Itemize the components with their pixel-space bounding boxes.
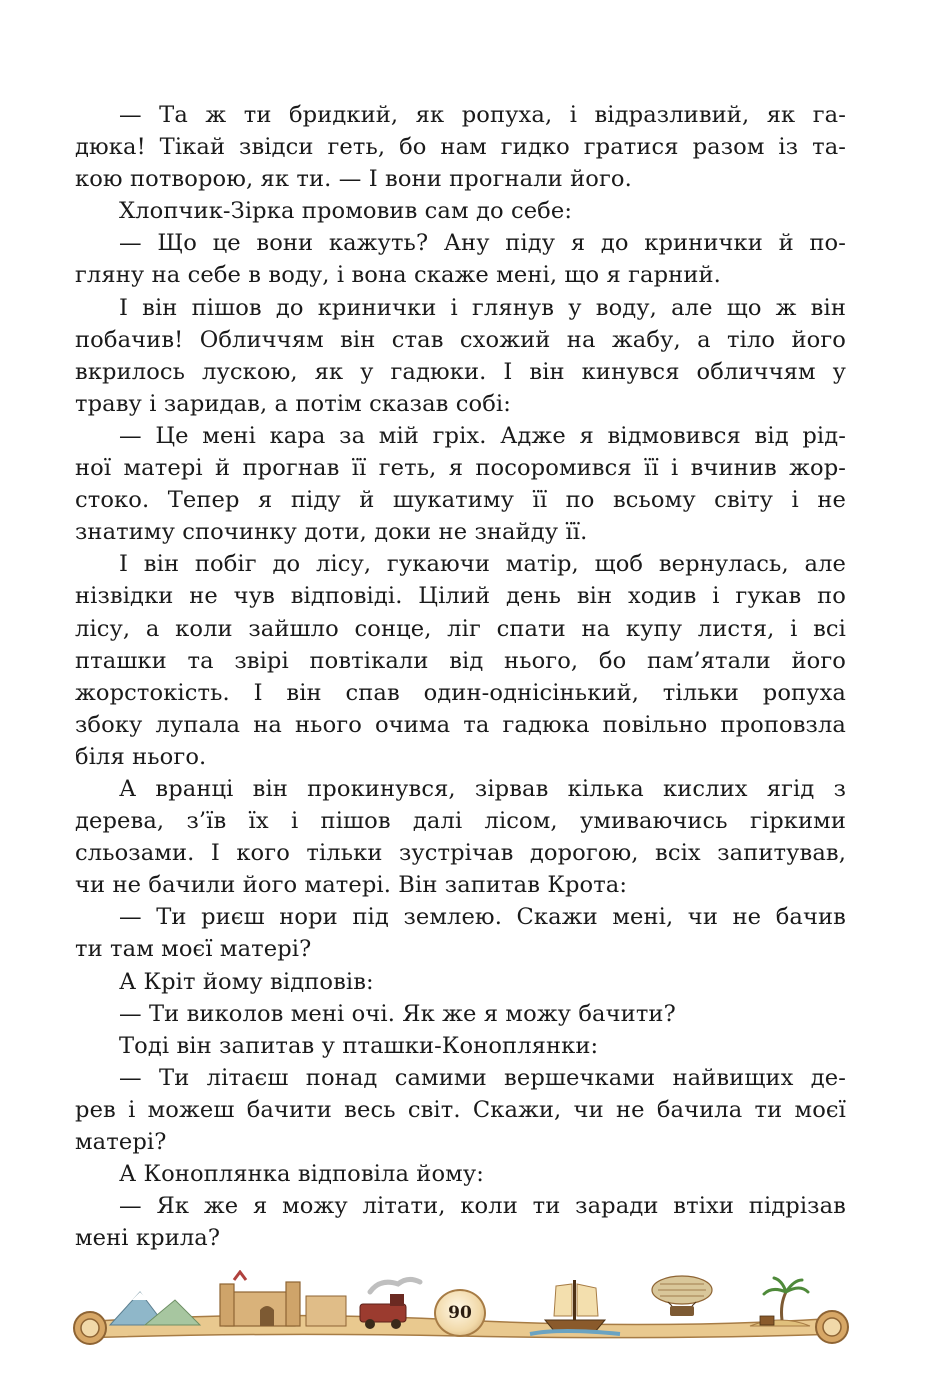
paragraph xyxy=(75,1030,846,1062)
text-line: нізвідки не чув відповіді. Цілий день він ходив і гукав по xyxy=(75,583,846,610)
text-line: ної матері й прогнав її геть, я посоромився її і вчинив жор- xyxy=(75,455,846,482)
paragraph xyxy=(75,292,846,420)
text-line: гляну на себе в воду, і вона скаже мені, що я гарний. xyxy=(75,262,721,289)
text-line: біля нього. xyxy=(75,743,207,770)
paragraph xyxy=(75,1158,846,1190)
palm-island-icon xyxy=(750,1278,810,1326)
text-line: знатиму спочинку доти, доки не знайду її. xyxy=(75,519,588,546)
paragraph xyxy=(75,548,846,773)
page-number: 90 xyxy=(434,1289,486,1337)
text-line: збоку лупала на нього очима та гадюка повільно проповзла xyxy=(75,711,846,738)
text-line: рев і можеш бачити весь світ. Скажи, чи не бачила ти моєї xyxy=(75,1096,846,1123)
paragraph xyxy=(75,1190,846,1254)
paragraph xyxy=(75,966,846,998)
text-line: — Ти виколов мені очі. Як же я можу бачити? xyxy=(119,1000,676,1027)
text-line: вкрилось лускою, як у гадюки. І він кинувся обличчям у xyxy=(75,358,846,385)
mountains-icon xyxy=(110,1292,200,1325)
paragraph xyxy=(75,901,846,965)
text-line: А вранці він прокинувся, зірвав кілька кислих ягід з xyxy=(119,775,846,802)
text-line: — Як же я можу літати, коли ти заради втіхи підрізав xyxy=(119,1193,846,1220)
text-line: — Та ж ти бридкий, як ропуха, і відразливий, як га- xyxy=(119,102,846,128)
text-line: лісу, а коли зайшло сонце, ліг спати на купу листя, і всі xyxy=(75,615,846,642)
text-line: матері? xyxy=(75,1129,167,1155)
text-line: І він пішов до кринички і глянув у воду, але що ж він xyxy=(119,294,846,321)
paragraph xyxy=(75,998,846,1030)
text-line: дюка! Тікай звідси геть, бо нам гидко гратися разом із та- xyxy=(75,134,846,161)
text-line: стоко. Тепер я піду й шукатиму її по всьому світу і не xyxy=(75,487,846,514)
text-line: пташки та звірі повтікали від нього, бо пам’ятали його xyxy=(75,647,846,674)
text-line: І він побіг до лісу, гукаючи матір, щоб вернулась, але xyxy=(119,551,846,578)
paragraph xyxy=(75,195,846,227)
story-text xyxy=(75,99,846,1254)
text-line: ти там моєї матері? xyxy=(75,936,312,963)
paragraph xyxy=(75,99,846,195)
text-line: кою потворою, як ти. — І вони прогнали його. xyxy=(75,166,632,193)
text-line: — Ти риєш нори під землею. Скажи мені, чи не бачив xyxy=(119,904,846,931)
text-line: жорстокість. І він спав один-однісінький, тільки ропуха xyxy=(75,679,846,706)
text-line: — Що це вони кажуть? Ану піду я до кринички й по- xyxy=(119,230,846,257)
text-line: Тоді він запитав у пташки-Коноплянки: xyxy=(119,1032,599,1059)
castle-icon xyxy=(220,1272,346,1326)
text-line: чи не бачили його матері. Він запитав Крота: xyxy=(75,872,628,899)
text-line: — Це мені кара за мій гріх. Адже я відмовився від рід- xyxy=(119,422,846,449)
paragraph xyxy=(75,227,846,291)
text-line: побачив! Обличчям він став схожий на жабу, а тіло його xyxy=(75,326,846,353)
airship-icon xyxy=(652,1276,712,1316)
text-line: сльозами. І кого тільки зустрічав дорогою, всіх запитував, xyxy=(75,840,846,867)
text-line: траву і заридав, а потім сказав собі: xyxy=(75,390,511,417)
paragraph xyxy=(75,420,846,548)
paragraph xyxy=(75,773,846,901)
text-line: мені крила? xyxy=(75,1225,221,1252)
text-line: дерева, з’їв їх і пішов далі лісом, умиваючись гіркими xyxy=(75,808,846,835)
paragraph xyxy=(75,1062,846,1158)
text-line: А Коноплянка відповіла йому: xyxy=(119,1161,484,1188)
text-line: А Кріт йому відповів: xyxy=(119,968,374,995)
text-line: — Ти літаєш понад самими вершечками найвищих де- xyxy=(119,1064,846,1091)
text-line: Хлопчик-Зірка промовив сам до себе: xyxy=(119,198,573,225)
